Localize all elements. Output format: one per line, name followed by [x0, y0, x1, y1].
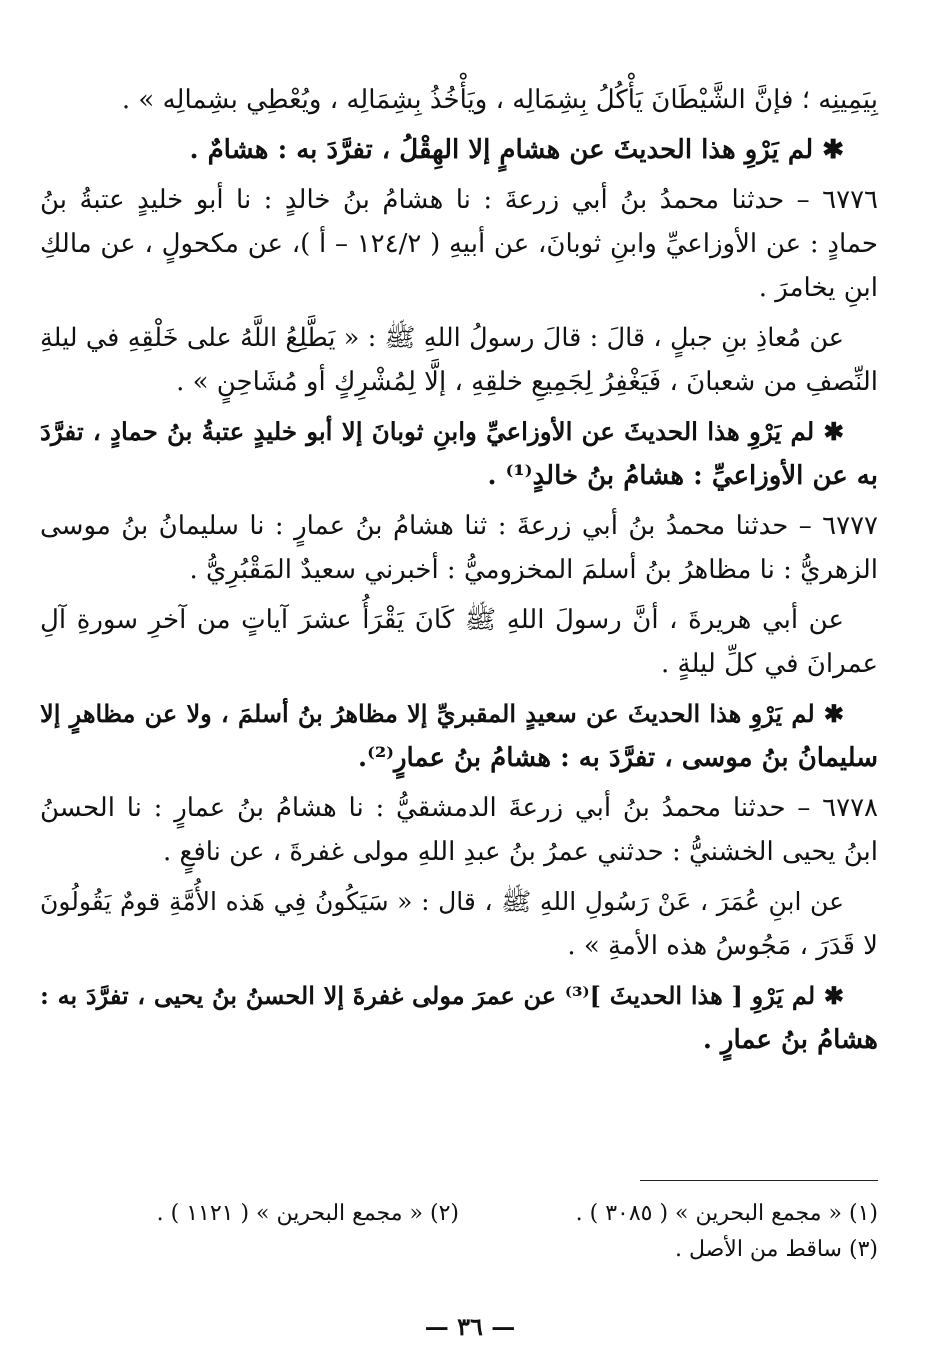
text-line: عن ابنِ عُمَرَ ، عَنْ رَسُولِ اللهِ ﷺ ، قال : « سَيَكُونُ فِي هَذه الأُمَّةِ قومٌ يَقُولُونَ — [40, 887, 844, 916]
text-line: الزهريُّ : نا مظاهرُ بنُ أسلمَ المخزوميُّ : أخبرني سعيدٌ المَقْبُرِيُّ . — [189, 555, 878, 585]
text-line: عمرانَ في كلِّ ليلةٍ . — [660, 649, 878, 679]
hadith-6777-line: ٦٧٧٧ – حدثنا محمدُ بنُ أبي زرعةَ : ثنا هشامُ بنُ عمارٍ : نا سليمانُ بنُ موسى — [40, 511, 878, 541]
note-line: ✱ لم يَرْوِ هذا الحديثَ عن سعيدٍ المقبريِّ إلا مظاهرُ بنُ أسلمَ ، ولا عن مظاهرٍ إلا — [40, 699, 844, 728]
text-line: عن مُعاذِ بنِ جبلٍ ، قالَ : قالَ رسولُ اللهِ ﷺ : « يَطَّلِعُ اللَّهُ على خَلْقِهِ في ليلةِ — [40, 323, 844, 353]
text-line: بِيَمِينِه ؛ فإنَّ الشَّيْطَانَ يَأْكُلُ بِشِمَالِه ، ويَأْخُذُ بِشِمَالِه ، ويُعْطِي بشِمالِه » . — [121, 85, 878, 115]
footnote-2: (٢) « مجمع البحرين » ( ١١٢١ ) . — [156, 1201, 459, 1226]
footnote-row — [40, 1196, 878, 1232]
footnote-3: (٣) ساقط من الأصل . — [674, 1237, 878, 1262]
text-line: لا قَدَرَ ، مَجُوسُ هذه الأمةِ » . — [567, 931, 878, 961]
text-line: عن أبي هريرةَ ، أنَّ رسولَ اللهِ ﷺ كَانَ يَقْرَأُ عشرَ آياتٍ من آخرِ سورةِ آلِ — [40, 605, 844, 635]
footnotes — [40, 1196, 878, 1268]
page-body — [40, 78, 878, 1062]
note-line: سليمانُ بنُ موسى ، تفرَّدَ به : هشامُ بنُ عمارٍ⁽²⁾. — [358, 743, 878, 773]
footnote-divider — [640, 1180, 878, 1181]
hadith-6778-line: ٦٧٧٨ – حدثنا محمدُ بنُ أبي زرعةَ الدمشقيُّ : نا هشامُ بنُ عمارٍ : نا الحسنُ — [40, 793, 878, 823]
text-line: حمادٍ : عن الأوزاعيِّ وابنِ ثوبانَ، عن أبيهِ ( ١٢٤/٢ – أ )، عن مكحولٍ ، عن مالكِ — [40, 229, 879, 259]
text-line: النِّصفِ من شعبانَ ، فَيَغْفِرُ لِجَمِيعِ خلقِهِ ، إلَّا لِمُشْرِكٍ أو مُشَاحِنٍ » . — [176, 367, 878, 397]
text-line: ابنِ يخامرَ . — [758, 273, 878, 303]
note-line: ✱ لم يَرْوِ [ هذا الحديثَ ]⁽³⁾ عن عمرَ مولى غفرةَ إلا الحسنُ بنُ يحيى ، تفرَّدَ به : — [40, 981, 845, 1010]
hadith-6776-line: ٦٧٧٦ – حدثنا محمدُ بنُ أبي زرعةَ : نا هشامُ بنُ خالدٍ : نا أبو خليدٍ عتبةُ بنُ — [40, 185, 878, 215]
note-line: ✱ لم يَرْوِ هذا الحديثَ عن الأوزاعيِّ وابنِ ثوبانَ إلا أبو خليدٍ عتبةُ بنُ حمادٍ ، تفرَّدَ — [40, 417, 844, 446]
note-line: به عن الأوزاعيِّ : هشامُ بنُ خالدٍ⁽¹⁾ . — [487, 461, 878, 491]
note-line: ✱ لم يَرْوِ هذا الحديثَ عن هشامٍ إلا الهِقْلُ ، تفرَّدَ به : هشامٌ . — [189, 135, 844, 165]
footnote-1: (١) « مجمع البحرين » ( ٣٠٨٥ ) . — [575, 1201, 878, 1226]
note-line: هشامُ بنُ عمارٍ . — [702, 1025, 878, 1055]
text-line: ابنُ يحيى الخشنيُّ : حدثني عمرُ بنُ عبدِ اللهِ مولى غفرةَ ، عن نافعٍ . — [162, 837, 878, 867]
page-number: — ٣٦ — — [424, 1312, 516, 1341]
